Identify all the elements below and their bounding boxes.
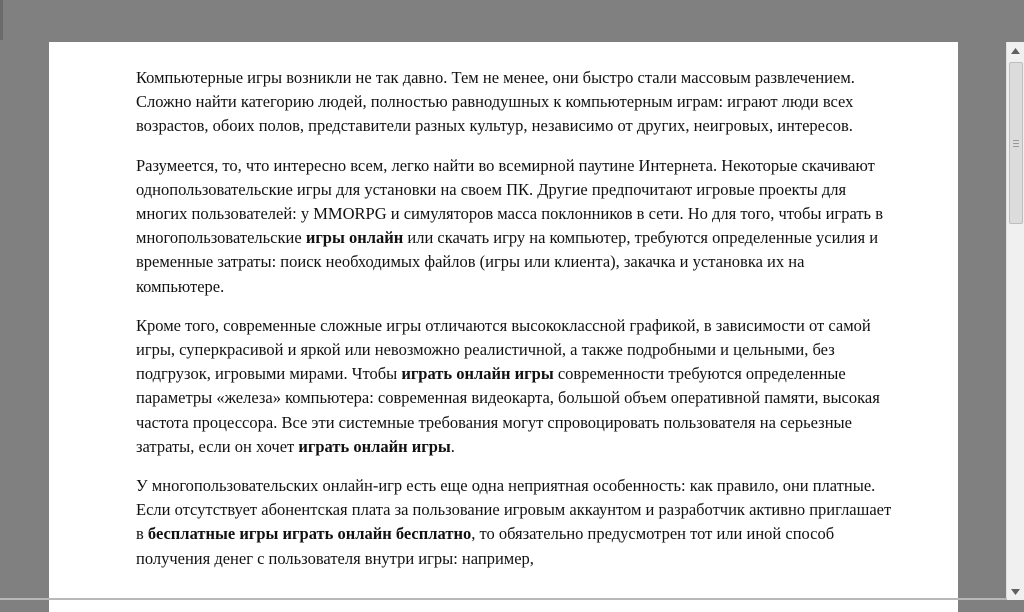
paragraph-3-run-3: современности требуются определенные параметры «железа» компьютера: современная видеокарта, большой объем оперативной памяти, высокая частота процессора. Все эти системные требования могут спровоцировать пользователя на серьезные затраты, если он хочет (136, 364, 880, 456)
paragraph-2 (136, 154, 896, 299)
document-body (136, 66, 896, 586)
scroll-down-button[interactable] (1007, 583, 1024, 600)
window-top-area (0, 0, 1007, 40)
paragraph-2-run-1: Разумеется, то, что интересно всем, легко найти во всемирной паутине Интернета. Некоторые скачивают однопользовательские игры для установки на своем ПК. Другие предпочитают игровые проекты для многих пользователей: у MMORPG и симуляторов масса поклонников в сети. Но для того, чтобы играть в многопользовательские (136, 155, 883, 248)
grip-line (1013, 143, 1019, 144)
paragraph-1 (136, 66, 896, 139)
grip-line (1013, 146, 1019, 147)
vertical-scrollbar[interactable] (1006, 42, 1024, 600)
paragraph-4-run-1: У многопользовательских онлайн-игр есть еще одна неприятная особенность: как правило, они платные. Если отсутствует абонентская плата за пользование игровым аккаунтом и разработчик активно приглашает в (136, 476, 892, 544)
paragraph-3-bold-1: играть онлайн игры (401, 364, 554, 384)
paragraph-4-bold-1: бесплатные игры играть онлайн бесплатно (147, 524, 472, 544)
paragraph-2-run-3: или скачать игру на компьютер, требуются определенные усилия и временные затраты: поиск необходимых файлов (игры или клиента), закачка и установка их на компьютере. (136, 228, 879, 296)
paragraph-3-bold-2: играть онлайн игры (298, 436, 451, 456)
paragraph-3-run-5: . (450, 436, 455, 456)
document-page (49, 42, 958, 612)
paragraph-1-run-1: Компьютерные игры возникли не так давно. Тем не менее, они быстро стали массовым развлечением. Сложно найти категорию людей, полностью равнодушных к компьютерным играм: играют люди всех возрастов, обоих полов, представители разных культур, независимо от других, неигровых, интересов. (136, 68, 855, 136)
paragraph-2-bold-link: игры онлайн (305, 228, 404, 248)
paragraph-4-run-3: , то обязательно предусмотрен тот или иной способ получения денег с пользователя внутри игры: например, (136, 524, 835, 568)
paragraph-3 (136, 314, 896, 459)
arrow-down-icon (1011, 589, 1020, 595)
paragraph-4 (136, 474, 896, 571)
scroll-up-button[interactable] (1007, 42, 1024, 59)
scroll-thumb[interactable] (1009, 62, 1023, 224)
paragraph-3-run-1: Кроме того, современные сложные игры отличаются высококлассной графикой, в зависимости от самой игры, суперкрасивой и яркой или невозможно реалистичной, а также подробными и цельными, без подгрузок, игровыми мирами. Чтобы (136, 315, 871, 384)
left-edge-mark (0, 0, 3, 40)
grip-line (1013, 140, 1019, 141)
arrow-up-icon (1011, 48, 1020, 54)
